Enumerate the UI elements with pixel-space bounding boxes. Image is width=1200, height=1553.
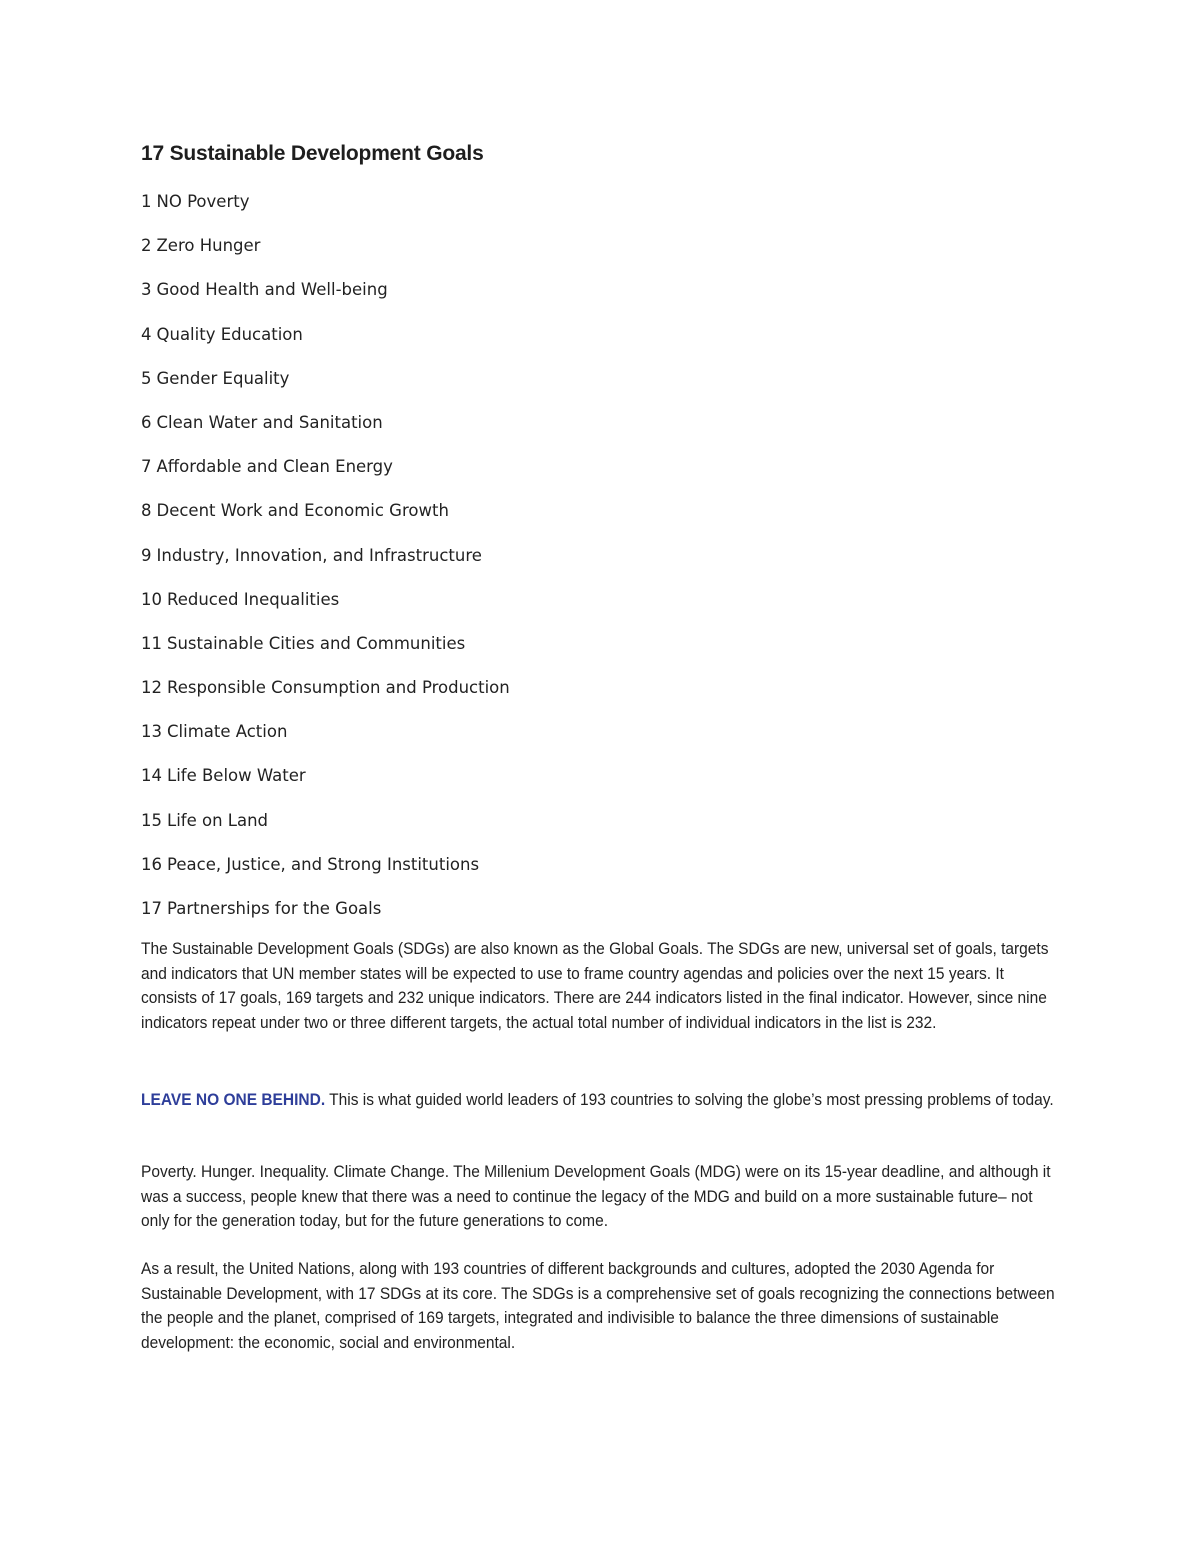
goal-item xyxy=(141,677,515,721)
goal-number: 3 xyxy=(141,280,152,300)
goal-item xyxy=(141,500,515,544)
goal-name: Reduced Inequalities xyxy=(167,589,340,609)
goal-number: 2 xyxy=(141,236,152,256)
goal-item xyxy=(141,589,515,633)
goal-name: Life on Land xyxy=(167,810,269,830)
goal-number: 12 xyxy=(141,678,162,698)
leave-no-one-behind-heading: LEAVE NO ONE BEHIND. xyxy=(141,1091,326,1109)
goal-name: Industry, Innovation, and Infrastructure xyxy=(156,545,482,565)
mdg-history-paragraph: Poverty. Hunger. Inequality. Climate Change. The Millenium Development Goals (MDG) were on its 15-year deadline, and although it was a success, people knew that there was a need to continue the legacy of the MDG and build on a more sustainable future– not only for the generation today, but for the future generations to come. xyxy=(141,1163,1051,1230)
goal-number: 5 xyxy=(141,368,152,388)
goal-item xyxy=(141,324,515,368)
goal-item xyxy=(141,898,515,942)
goal-number: 17 xyxy=(141,899,162,918)
goal-item xyxy=(141,810,515,854)
goal-name: Peace, Justice, and Strong Institutions xyxy=(167,854,480,874)
goal-number: 7 xyxy=(141,457,152,477)
goal-name: Sustainable Cities and Communities xyxy=(167,633,466,653)
goal-name: Decent Work and Economic Growth xyxy=(156,501,449,521)
goal-item xyxy=(141,456,515,500)
goal-name: Partnerships for the Goals xyxy=(167,899,382,918)
goal-name: Affordable and Clean Energy xyxy=(156,457,393,477)
document-title: 17 Sustainable Development Goals xyxy=(141,142,484,165)
goal-number: 11 xyxy=(141,633,162,653)
goal-name: Gender Equality xyxy=(156,368,290,388)
sdg-description-paragraph: The Sustainable Development Goals (SDGs) are also known as the Global Goals. The SDGs are new, universal set of goals, targets and indicators that UN member states will be expected to use to frame country agendas and policies over the next 15 years. It consists of 17 goals, 169 targets and 232 unique indicators. There are 244 indicators listed in the final indicator. However, since nine indicators repeat under two or three different targets, the actual total number of individual indicators in the list is 232. xyxy=(141,940,1049,1032)
goal-item xyxy=(141,368,515,412)
goal-list xyxy=(141,191,515,942)
goal-item xyxy=(141,633,515,677)
goal-item xyxy=(141,235,515,279)
goal-number: 16 xyxy=(141,854,162,874)
goal-name: NO Poverty xyxy=(156,192,250,211)
goal-item xyxy=(141,545,515,589)
goal-number: 9 xyxy=(141,545,152,565)
goal-number: 8 xyxy=(141,501,152,521)
goal-name: Clean Water and Sanitation xyxy=(156,412,383,432)
goal-item xyxy=(141,412,515,456)
goal-number: 6 xyxy=(141,412,152,432)
leave-no-one-behind-text: This is what guided world leaders of 193 countries to solving the globe’s most pressing problems of today. xyxy=(325,1091,1054,1109)
goal-name: Responsible Consumption and Production xyxy=(167,678,510,698)
goal-number: 10 xyxy=(141,589,162,609)
goal-number: 13 xyxy=(141,722,162,742)
goal-item xyxy=(141,191,515,235)
goal-name: Life Below Water xyxy=(167,766,306,786)
leave-no-one-behind-paragraph xyxy=(141,1088,1062,1113)
goal-name: Climate Action xyxy=(167,722,288,742)
goal-item xyxy=(141,765,515,809)
goal-number: 14 xyxy=(141,766,162,786)
goal-item xyxy=(141,854,515,898)
goal-number: 15 xyxy=(141,810,162,830)
agenda-2030-paragraph: As a result, the United Nations, along with 193 countries of different backgrounds and cultures, adopted the 2030 Agenda for Sustainable Development, with 17 SDGs at its core. The SDGs is a comprehensive set of goals recognizing the connections between the people and the planet, comprised of 169 targets, integrated and indivisible to balance the three dimensions of sustainable development: the economic, social and environmental. xyxy=(141,1260,1055,1352)
goal-name: Good Health and Well-being xyxy=(156,280,388,300)
goal-number: 1 xyxy=(141,192,152,211)
goal-number: 4 xyxy=(141,324,152,344)
goal-item xyxy=(141,279,515,323)
goal-name: Zero Hunger xyxy=(156,236,261,256)
goal-name: Quality Education xyxy=(156,324,303,344)
goal-item xyxy=(141,721,515,765)
